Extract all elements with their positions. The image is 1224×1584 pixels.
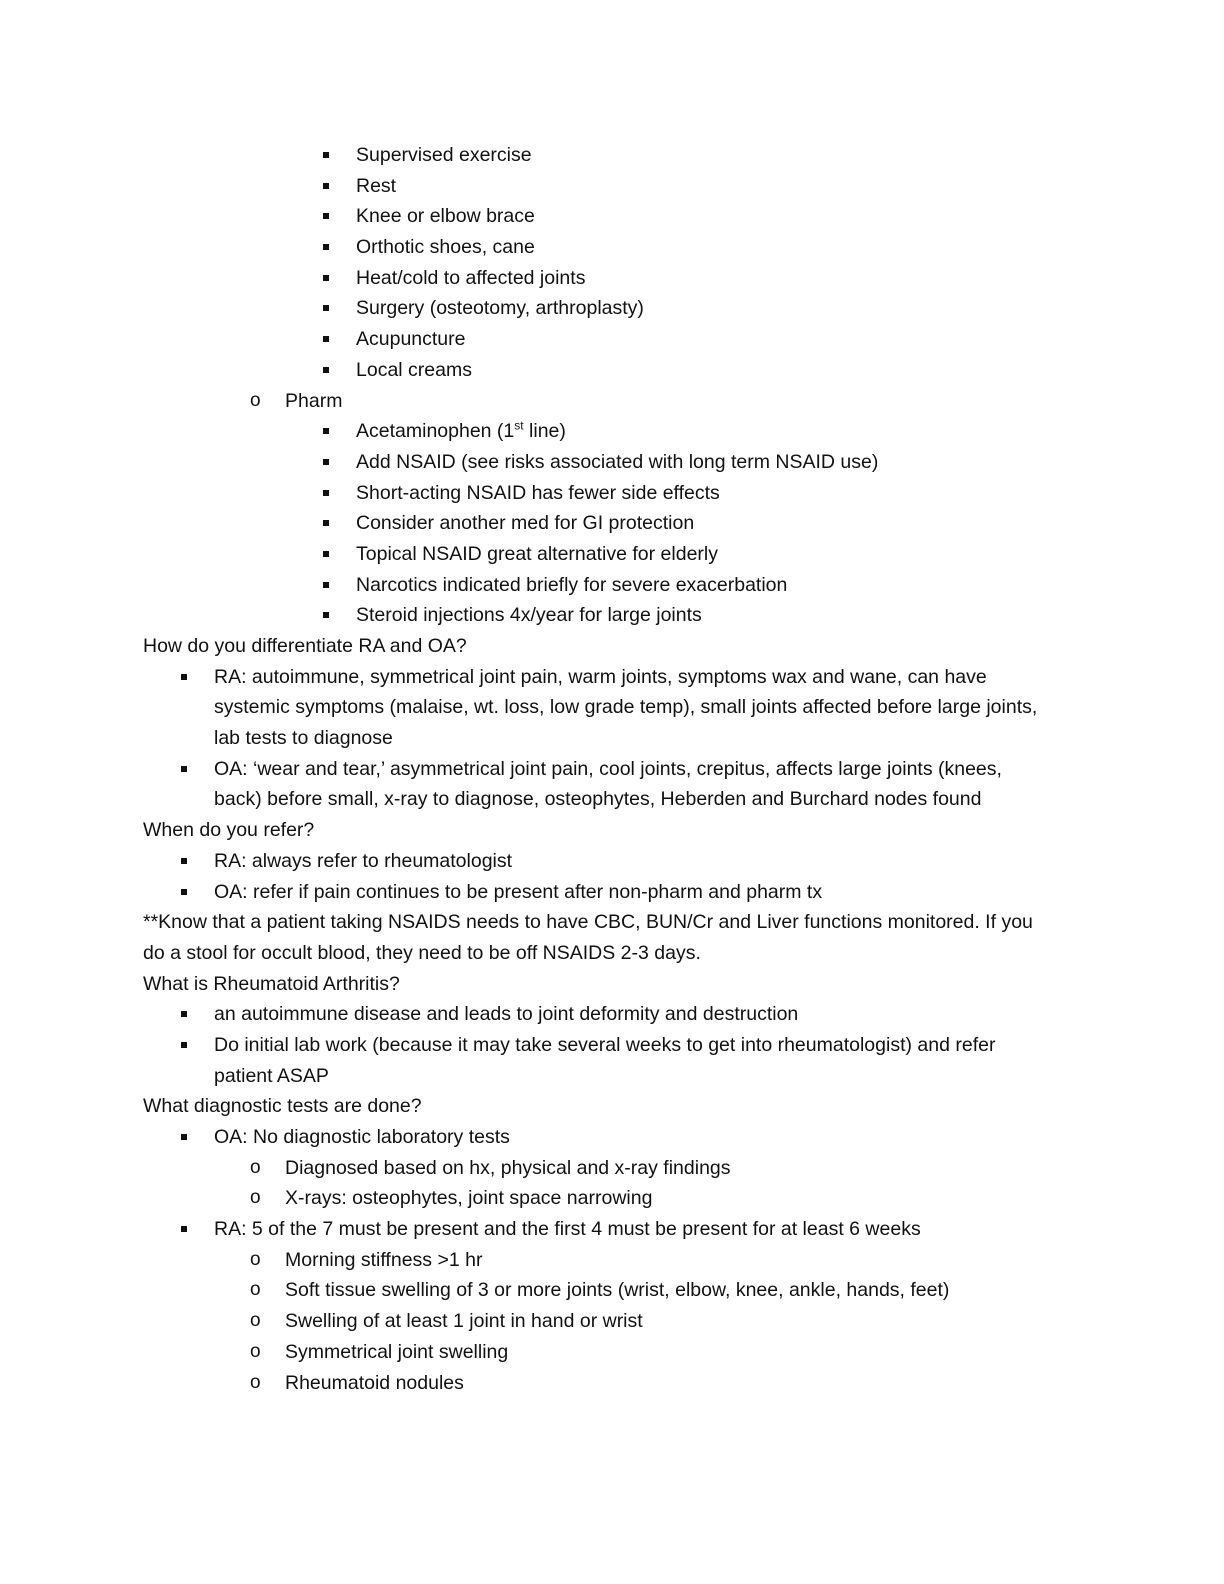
first-line-text: line) [523,420,566,443]
circle-bullet-icon: o [250,389,261,411]
list-item [0,1030,1224,1061]
list-item-text: Orthotic shoes, cane [356,236,535,259]
square-bullet-icon [323,305,329,311]
list-item [0,140,1224,171]
note-text: **Know that a patient taking NSAIDS needs to have CBC, BUN/Cr and Liver functions monitored. If you [143,911,1033,934]
square-bullet-icon [323,551,329,557]
list-item [0,1214,1224,1245]
list-item-text: Steroid injections 4x/year for large joints [356,604,702,627]
circle-bullet-icon: o [250,1187,261,1209]
square-bullet-icon [323,183,329,189]
list-item [0,600,1224,631]
square-bullet-icon [323,244,329,250]
circle-bullet-icon: o [250,1371,261,1393]
circle-bullet-icon: o [250,1340,261,1362]
square-bullet-icon [323,336,329,342]
note-line [0,938,1224,969]
list-item [0,999,1224,1030]
square-bullet-icon [323,490,329,496]
question-heading [0,1091,1224,1122]
list-item [0,846,1224,877]
sub-list-item [0,1245,1224,1276]
list-item-continuation [0,692,1224,723]
circle-bullet-icon: o [250,1156,261,1178]
list-item-text: Heat/cold to affected joints [356,266,586,289]
list-item-text: RA: autoimmune, symmetrical joint pain, warm joints, symptoms wax and wane, can have [214,665,987,688]
list-item [0,877,1224,908]
list-item-text: Knee or elbow brace [356,205,535,228]
list-item-text: Rest [356,174,397,197]
question-text: How do you differentiate RA and OA? [143,635,467,657]
square-bullet-icon [323,520,329,526]
question-text: When do you refer? [143,819,315,842]
list-item-text: Surgery (osteotomy, arthroplasty) [356,297,644,320]
list-item-text: lab tests to diagnose [214,727,393,750]
list-item [0,416,1224,447]
list-item-text: Symmetrical joint swelling [285,1340,509,1363]
question-heading [0,969,1224,1000]
list-item-text: Morning stiffness >1 hr [285,1248,483,1271]
list-item-text [356,416,566,447]
square-bullet-icon [181,889,187,895]
list-item [0,570,1224,601]
list-item-text: RA: 5 of the 7 must be present and the first 4 must be present for at least 6 weeks [214,1218,921,1241]
square-bullet-icon [323,213,329,219]
list-item [0,539,1224,570]
square-bullet-icon [323,582,329,588]
question-text: What is Rheumatoid Arthritis? [143,972,400,995]
list-item-text: patient ASAP [214,1064,329,1087]
list-item-continuation [0,1061,1224,1092]
sub-list-item [0,1153,1224,1184]
pharm-heading [0,386,1224,417]
list-item-text: Soft tissue swelling of 3 or more joints (wrist, elbow, knee, ankle, hands, feet) [285,1279,950,1302]
sub-list-item [0,1306,1224,1337]
list-item-text: OA: No diagnostic laboratory tests [214,1126,510,1148]
list-item [0,171,1224,202]
list-item-text: back) before small, x-ray to diagnose, osteophytes, Heberden and Burchard nodes found [214,788,982,811]
list-item-text: Do initial lab work (because it may take several weeks to get into rheumatologist) and refer [214,1033,996,1056]
square-bullet-icon [181,1226,187,1232]
sub-list-item [0,1337,1224,1368]
square-bullet-icon [181,1134,187,1140]
note-text: do a stool for occult blood, they need to be off NSAIDS 2-3 days. [143,941,701,964]
list-item [0,263,1224,294]
list-item [0,201,1224,232]
document-content [0,140,1224,1398]
question-heading [0,631,1224,662]
list-item [0,754,1224,785]
question-text: What diagnostic tests are done? [143,1095,422,1118]
sub-list-item [0,1275,1224,1306]
note-line [0,907,1224,938]
list-item [0,324,1224,355]
square-bullet-icon [181,1011,187,1017]
list-item [0,1122,1224,1153]
square-bullet-icon [181,674,187,680]
list-item-text: Diagnosed based on hx, physical and x-ray findings [285,1156,731,1179]
list-item [0,447,1224,478]
list-item-text: Short-acting NSAID has fewer side effects [356,481,720,504]
list-item-text: Topical NSAID great alternative for elderly [356,542,718,565]
square-bullet-icon [181,766,187,772]
list-item [0,508,1224,539]
list-item-text: Supervised exercise [356,144,532,166]
superscript: st [514,418,524,433]
list-item [0,293,1224,324]
question-heading [0,815,1224,846]
square-bullet-icon [181,858,187,864]
list-item-text: Consider another med for GI protection [356,512,695,535]
square-bullet-icon [323,459,329,465]
list-item-text: Acupuncture [356,328,466,351]
circle-bullet-icon: o [250,1279,261,1301]
list-item-text: an autoimmune disease and leads to joint deformity and destruction [214,1003,799,1026]
square-bullet-icon [323,367,329,373]
sub-list-item [0,1183,1224,1214]
square-bullet-icon [323,612,329,618]
list-item-text: Local creams [356,358,472,381]
list-item-text: Narcotics indicated briefly for severe exacerbation [356,573,788,596]
list-item-text: systemic symptoms (malaise, wt. loss, low grade temp), small joints affected before large joints, [214,696,1038,719]
square-bullet-icon [323,152,329,158]
list-item [0,355,1224,386]
circle-bullet-icon: o [250,1310,261,1332]
square-bullet-icon [181,1042,187,1048]
list-item-text: Swelling of at least 1 joint in hand or wrist [285,1310,643,1333]
list-item-text: X-rays: osteophytes, joint space narrowing [285,1187,653,1210]
circle-bullet-icon: o [250,1248,261,1270]
list-item [0,478,1224,509]
square-bullet-icon [323,275,329,281]
list-item-text: RA: always refer to rheumatologist [214,849,513,872]
list-item-continuation [0,784,1224,815]
list-item-text: Add NSAID (see risks associated with long term NSAID use) [356,450,879,473]
pharm-heading-text: Pharm [285,389,343,412]
list-item-text: OA: refer if pain continues to be present after non-pharm and pharm tx [214,880,823,903]
list-item [0,662,1224,693]
list-item [0,232,1224,263]
acetaminophen-text: Acetaminophen (1 [356,420,515,443]
sub-list-item [0,1368,1224,1399]
list-item-continuation [0,723,1224,754]
list-item-text: Rheumatoid nodules [285,1371,464,1394]
list-item-text: OA: ‘wear and tear,’ asymmetrical joint pain, cool joints, crepitus, affects large joints (knees, [214,757,1002,780]
square-bullet-icon [323,428,329,434]
